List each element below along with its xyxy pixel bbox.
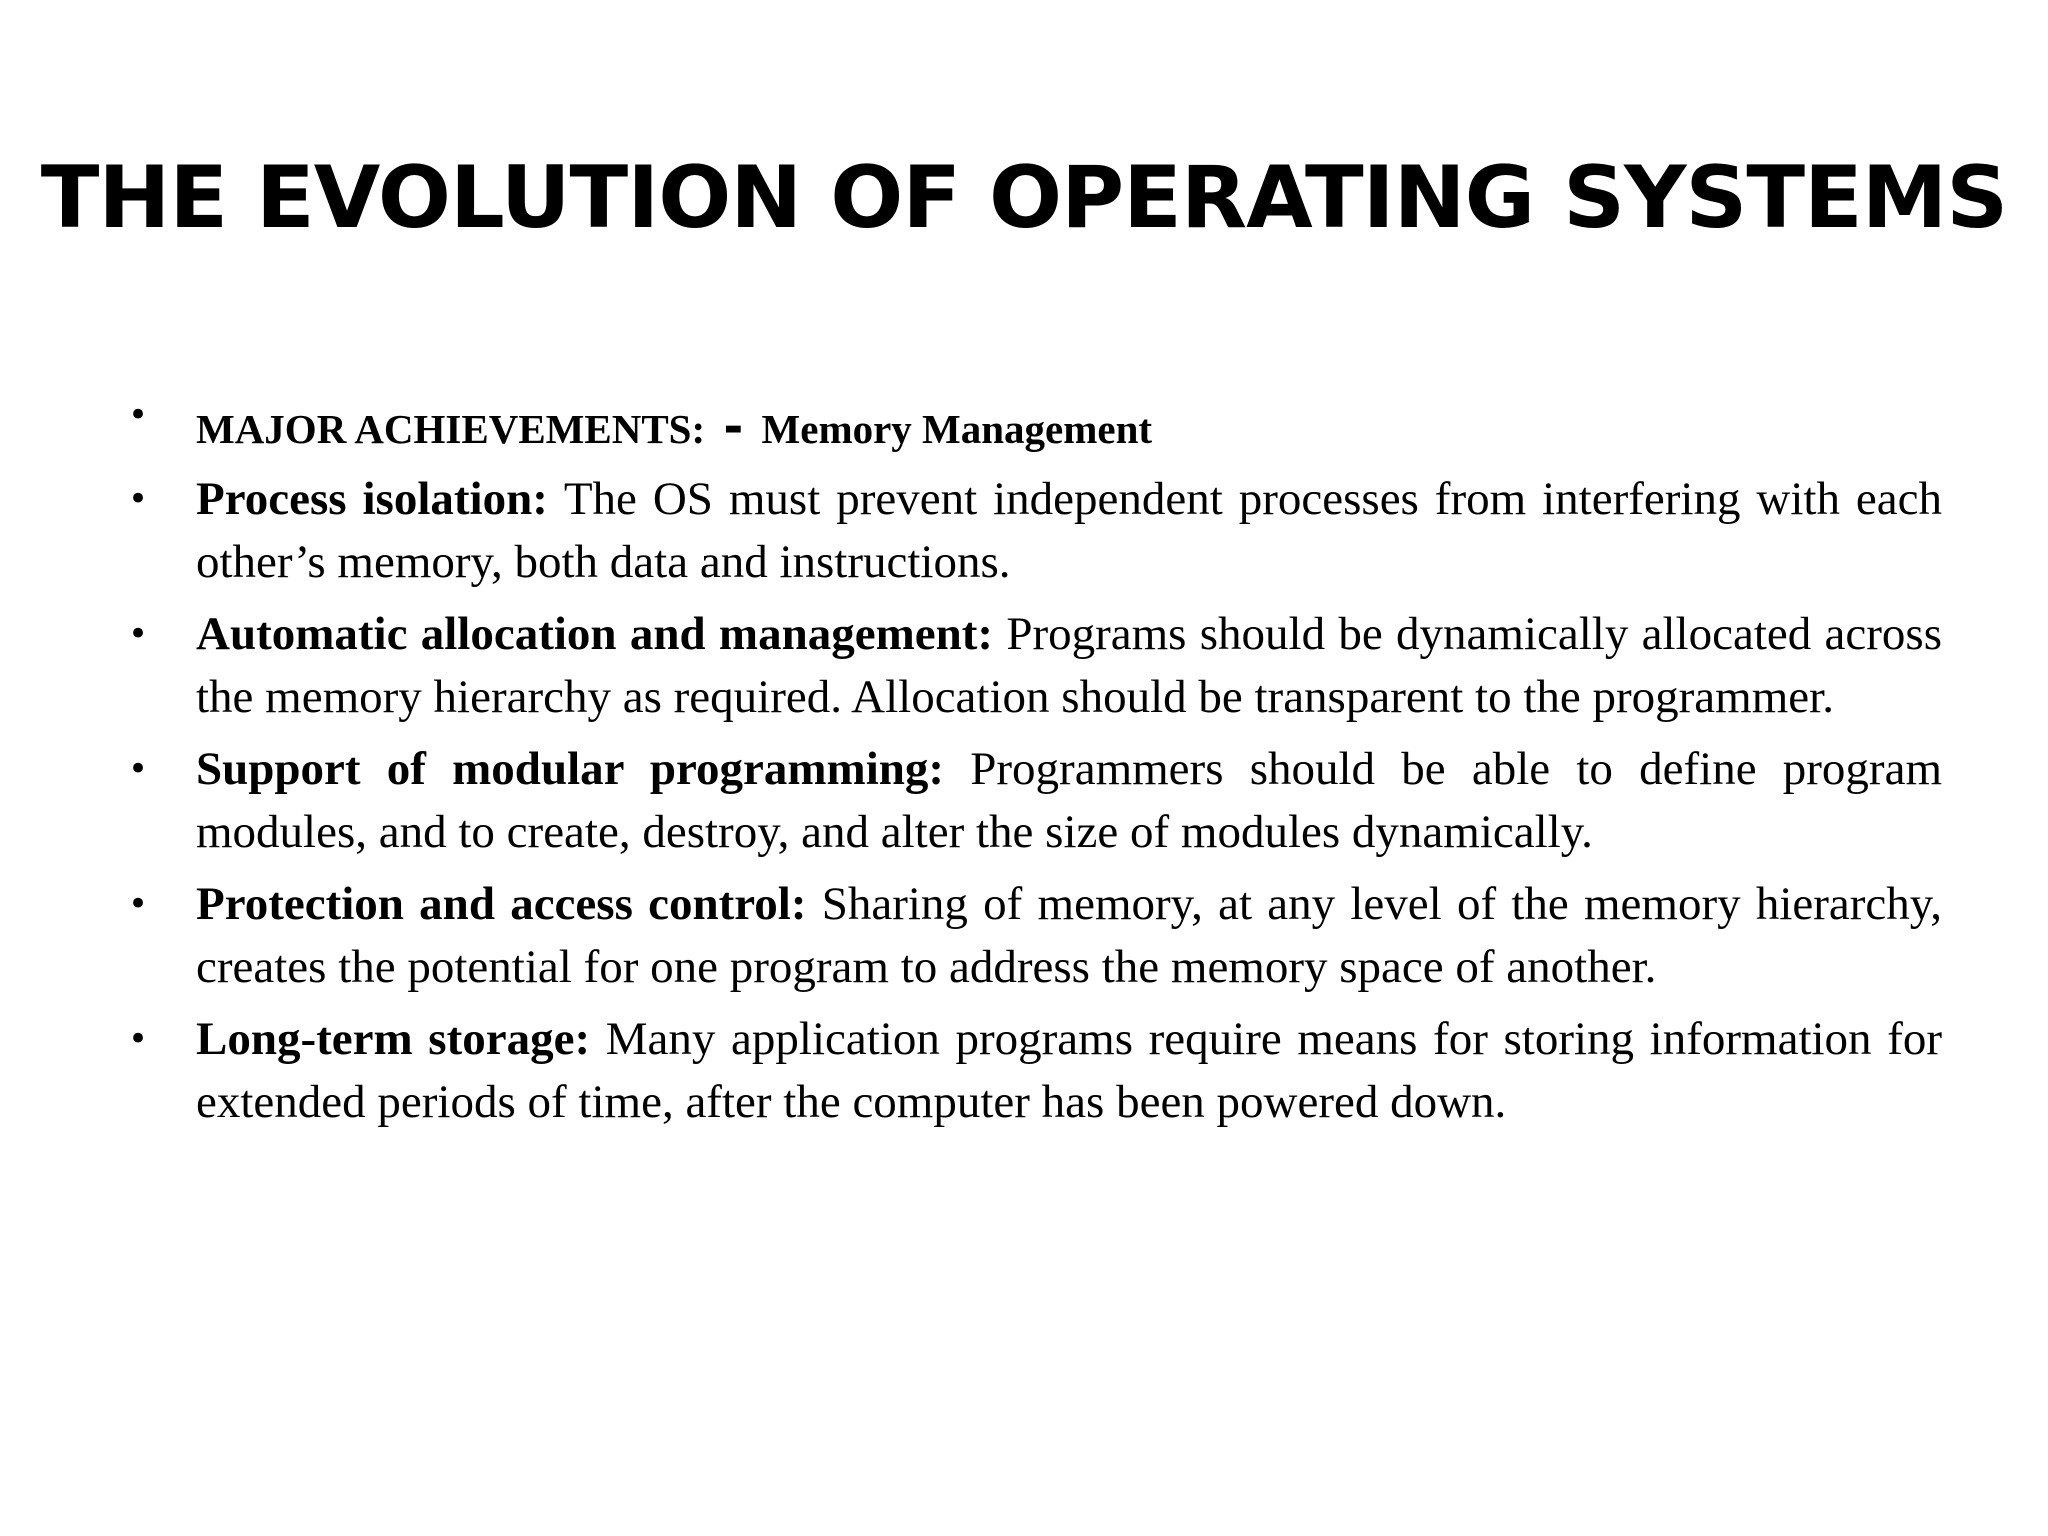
bullet-icon: •	[128, 1019, 149, 1059]
item-term: Protection and access control:	[196, 878, 822, 930]
list-item-long-term-storage	[128, 1008, 1942, 1134]
slide-title: THE EVOLUTION OF OPERATING SYSTEMS	[40, 148, 2008, 248]
list-item-modular-programming	[128, 738, 1942, 864]
list-item-protection-access-control	[128, 873, 1942, 999]
item-term: Long-term storage:	[196, 1013, 606, 1065]
item-text: Programmers should be able to define program modules, and to create, destroy, and alter the size of modules dynamically.	[196, 743, 1942, 858]
section-heading	[128, 395, 1942, 461]
bullet-list	[0, 396, 2048, 1143]
bullet-icon: •	[128, 395, 149, 435]
bullet-icon: •	[128, 479, 149, 519]
bullet-icon: •	[128, 614, 149, 654]
item-term: Automatic allocation and management:	[196, 608, 1007, 660]
heading-separator: -	[723, 399, 744, 455]
list-item-process-isolation	[128, 468, 1942, 594]
item-term: Support of modular programming:	[196, 743, 971, 795]
item-term: Process isolation:	[196, 473, 564, 525]
list-item-automatic-allocation	[128, 603, 1942, 729]
heading-label: MAJOR ACHIEVEMENTS:	[196, 406, 706, 452]
item-text: The OS must prevent independent processes from interfering with each other’s memory, both data and instructions.	[196, 473, 1942, 588]
item-text: Programs should be dynamically allocated across the memory hierarchy as required. Allocation should be transparent to the programmer.	[196, 608, 1942, 723]
item-text: Sharing of memory, at any level of the memory hierarchy, creates the potential for one program to address the memory space of another.	[196, 878, 1942, 993]
bullet-icon: •	[128, 884, 149, 924]
heading-topic: Memory Management	[761, 406, 1153, 452]
bullet-icon: •	[128, 749, 149, 789]
item-text: Many application programs require means for storing information for extended periods of time, after the computer has been powered down.	[196, 1013, 1942, 1128]
